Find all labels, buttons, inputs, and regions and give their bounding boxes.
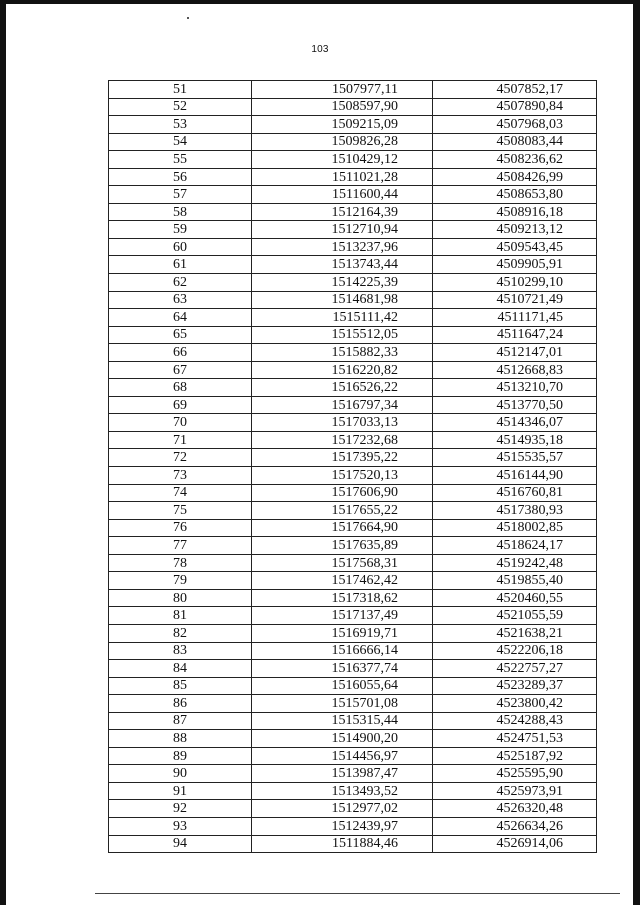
y-coordinate-cell: 4517380,93 [433,502,597,520]
x-coordinate-cell: 1511600,44 [252,186,433,204]
point-number-cell: 58 [109,203,252,221]
y-coordinate-cell: 4518002,85 [433,519,597,537]
y-coordinate-cell: 4510721,49 [433,291,597,309]
table-row [109,431,597,449]
point-number-cell: 89 [109,747,252,765]
y-coordinate-cell: 4508653,80 [433,186,597,204]
table-row [109,660,597,678]
x-coordinate-cell: 1514225,39 [252,274,433,292]
point-number-cell: 64 [109,309,252,327]
y-coordinate-cell: 4519855,40 [433,572,597,590]
x-coordinate-cell: 1512710,94 [252,221,433,239]
x-coordinate-cell: 1517033,13 [252,414,433,432]
point-number-cell: 60 [109,238,252,256]
point-number-cell: 81 [109,607,252,625]
table-row [109,589,597,607]
point-number-cell: 68 [109,379,252,397]
point-number-cell: 73 [109,467,252,485]
page-number: 103 [311,44,329,55]
y-coordinate-cell: 4509543,45 [433,238,597,256]
point-number-cell: 88 [109,730,252,748]
table-row [109,519,597,537]
point-number-cell: 61 [109,256,252,274]
table-row [109,274,597,292]
table-row [109,817,597,835]
table-row [109,572,597,590]
x-coordinate-cell: 1510429,12 [252,151,433,169]
point-number-cell: 67 [109,361,252,379]
x-coordinate-cell: 1515882,33 [252,344,433,362]
scan-speck [187,17,189,19]
x-coordinate-cell: 1515701,08 [252,695,433,713]
y-coordinate-cell: 4523289,37 [433,677,597,695]
x-coordinate-cell: 1511884,46 [252,835,433,853]
table-row [109,730,597,748]
x-coordinate-cell: 1517137,49 [252,607,433,625]
table-row [109,624,597,642]
x-coordinate-cell: 1517520,13 [252,467,433,485]
point-number-cell: 56 [109,168,252,186]
x-coordinate-cell: 1517606,90 [252,484,433,502]
y-coordinate-cell: 4525973,91 [433,782,597,800]
point-number-cell: 76 [109,519,252,537]
x-coordinate-cell: 1516377,74 [252,660,433,678]
table-row [109,396,597,414]
table-row [109,291,597,309]
table-row [109,133,597,151]
x-coordinate-cell: 1509215,09 [252,116,433,134]
y-coordinate-cell: 4513770,50 [433,396,597,414]
table-row [109,449,597,467]
point-number-cell: 83 [109,642,252,660]
coordinates-table [108,80,597,853]
point-number-cell: 63 [109,291,252,309]
table-row [109,835,597,853]
table-row [109,203,597,221]
x-coordinate-cell: 1513743,44 [252,256,433,274]
table-row [109,765,597,783]
point-number-cell: 77 [109,537,252,555]
point-number-cell: 74 [109,484,252,502]
y-coordinate-cell: 4526634,26 [433,817,597,835]
x-coordinate-cell: 1517655,22 [252,502,433,520]
point-number-cell: 53 [109,116,252,134]
x-coordinate-cell: 1517318,62 [252,589,433,607]
y-coordinate-cell: 4524288,43 [433,712,597,730]
point-number-cell: 79 [109,572,252,590]
x-coordinate-cell: 1516797,34 [252,396,433,414]
x-coordinate-cell: 1516220,82 [252,361,433,379]
x-coordinate-cell: 1511021,28 [252,168,433,186]
x-coordinate-cell: 1512164,39 [252,203,433,221]
x-coordinate-cell: 1514900,20 [252,730,433,748]
y-coordinate-cell: 4509213,12 [433,221,597,239]
point-number-cell: 90 [109,765,252,783]
table-row [109,782,597,800]
x-coordinate-cell: 1517395,22 [252,449,433,467]
table-row [109,116,597,134]
y-coordinate-cell: 4509905,91 [433,256,597,274]
point-number-cell: 86 [109,695,252,713]
y-coordinate-cell: 4511647,24 [433,326,597,344]
point-number-cell: 62 [109,274,252,292]
point-number-cell: 69 [109,396,252,414]
y-coordinate-cell: 4508236,62 [433,151,597,169]
point-number-cell: 93 [109,817,252,835]
point-number-cell: 55 [109,151,252,169]
table-row [109,98,597,116]
x-coordinate-cell: 1517462,42 [252,572,433,590]
coordinates-table-body [109,81,597,853]
table-row [109,695,597,713]
x-coordinate-cell: 1513987,47 [252,765,433,783]
y-coordinate-cell: 4516144,90 [433,467,597,485]
x-coordinate-cell: 1516919,71 [252,624,433,642]
y-coordinate-cell: 4508916,18 [433,203,597,221]
point-number-cell: 84 [109,660,252,678]
x-coordinate-cell: 1513493,52 [252,782,433,800]
x-coordinate-cell: 1517664,90 [252,519,433,537]
point-number-cell: 65 [109,326,252,344]
point-number-cell: 71 [109,431,252,449]
y-coordinate-cell: 4523800,42 [433,695,597,713]
point-number-cell: 75 [109,502,252,520]
x-coordinate-cell: 1515315,44 [252,712,433,730]
x-coordinate-cell: 1513237,96 [252,238,433,256]
y-coordinate-cell: 4522206,18 [433,642,597,660]
y-coordinate-cell: 4508426,99 [433,168,597,186]
x-coordinate-cell: 1512977,02 [252,800,433,818]
table-row [109,677,597,695]
point-number-cell: 82 [109,624,252,642]
y-coordinate-cell: 4507890,84 [433,98,597,116]
table-row [109,81,597,99]
x-coordinate-cell: 1517232,68 [252,431,433,449]
y-coordinate-cell: 4514346,07 [433,414,597,432]
y-coordinate-cell: 4508083,44 [433,133,597,151]
x-coordinate-cell: 1516666,14 [252,642,433,660]
table-row [109,326,597,344]
x-coordinate-cell: 1516055,64 [252,677,433,695]
x-coordinate-cell: 1514681,98 [252,291,433,309]
x-coordinate-cell: 1516526,22 [252,379,433,397]
table-row [109,361,597,379]
x-coordinate-cell: 1515111,42 [252,309,433,327]
y-coordinate-cell: 4526320,48 [433,800,597,818]
y-coordinate-cell: 4521055,59 [433,607,597,625]
x-coordinate-cell: 1508597,90 [252,98,433,116]
table-row [109,642,597,660]
point-number-cell: 70 [109,414,252,432]
y-coordinate-cell: 4518624,17 [433,537,597,555]
point-number-cell: 80 [109,589,252,607]
table-row [109,186,597,204]
table-row [109,800,597,818]
table-row [109,414,597,432]
scan-bottom-edge [95,893,620,894]
y-coordinate-cell: 4519242,48 [433,554,597,572]
point-number-cell: 78 [109,554,252,572]
x-coordinate-cell: 1517635,89 [252,537,433,555]
table-row [109,344,597,362]
table-row [109,747,597,765]
y-coordinate-cell: 4525187,92 [433,747,597,765]
y-coordinate-cell: 4510299,10 [433,274,597,292]
y-coordinate-cell: 4516760,81 [433,484,597,502]
table-row [109,502,597,520]
point-number-cell: 87 [109,712,252,730]
point-number-cell: 59 [109,221,252,239]
y-coordinate-cell: 4521638,21 [433,624,597,642]
table-row [109,607,597,625]
y-coordinate-cell: 4513210,70 [433,379,597,397]
table-row [109,712,597,730]
y-coordinate-cell: 4525595,90 [433,765,597,783]
point-number-cell: 57 [109,186,252,204]
table-row [109,537,597,555]
table-row [109,238,597,256]
y-coordinate-cell: 4514935,18 [433,431,597,449]
x-coordinate-cell: 1512439,97 [252,817,433,835]
table-row [109,309,597,327]
point-number-cell: 51 [109,81,252,99]
y-coordinate-cell: 4507852,17 [433,81,597,99]
point-number-cell: 52 [109,98,252,116]
y-coordinate-cell: 4515535,57 [433,449,597,467]
table-row [109,484,597,502]
table-row [109,554,597,572]
y-coordinate-cell: 4507968,03 [433,116,597,134]
y-coordinate-cell: 4524751,53 [433,730,597,748]
table-row [109,256,597,274]
y-coordinate-cell: 4522757,27 [433,660,597,678]
x-coordinate-cell: 1517568,31 [252,554,433,572]
table-row [109,379,597,397]
y-coordinate-cell: 4520460,55 [433,589,597,607]
point-number-cell: 85 [109,677,252,695]
y-coordinate-cell: 4526914,06 [433,835,597,853]
x-coordinate-cell: 1515512,05 [252,326,433,344]
table-row [109,151,597,169]
y-coordinate-cell: 4512668,83 [433,361,597,379]
table-row [109,467,597,485]
y-coordinate-cell: 4512147,01 [433,344,597,362]
point-number-cell: 94 [109,835,252,853]
point-number-cell: 92 [109,800,252,818]
y-coordinate-cell: 4511171,45 [433,309,597,327]
point-number-cell: 72 [109,449,252,467]
point-number-cell: 66 [109,344,252,362]
x-coordinate-cell: 1514456,97 [252,747,433,765]
x-coordinate-cell: 1509826,28 [252,133,433,151]
point-number-cell: 91 [109,782,252,800]
table-row [109,168,597,186]
point-number-cell: 54 [109,133,252,151]
table-row [109,221,597,239]
x-coordinate-cell: 1507977,11 [252,81,433,99]
